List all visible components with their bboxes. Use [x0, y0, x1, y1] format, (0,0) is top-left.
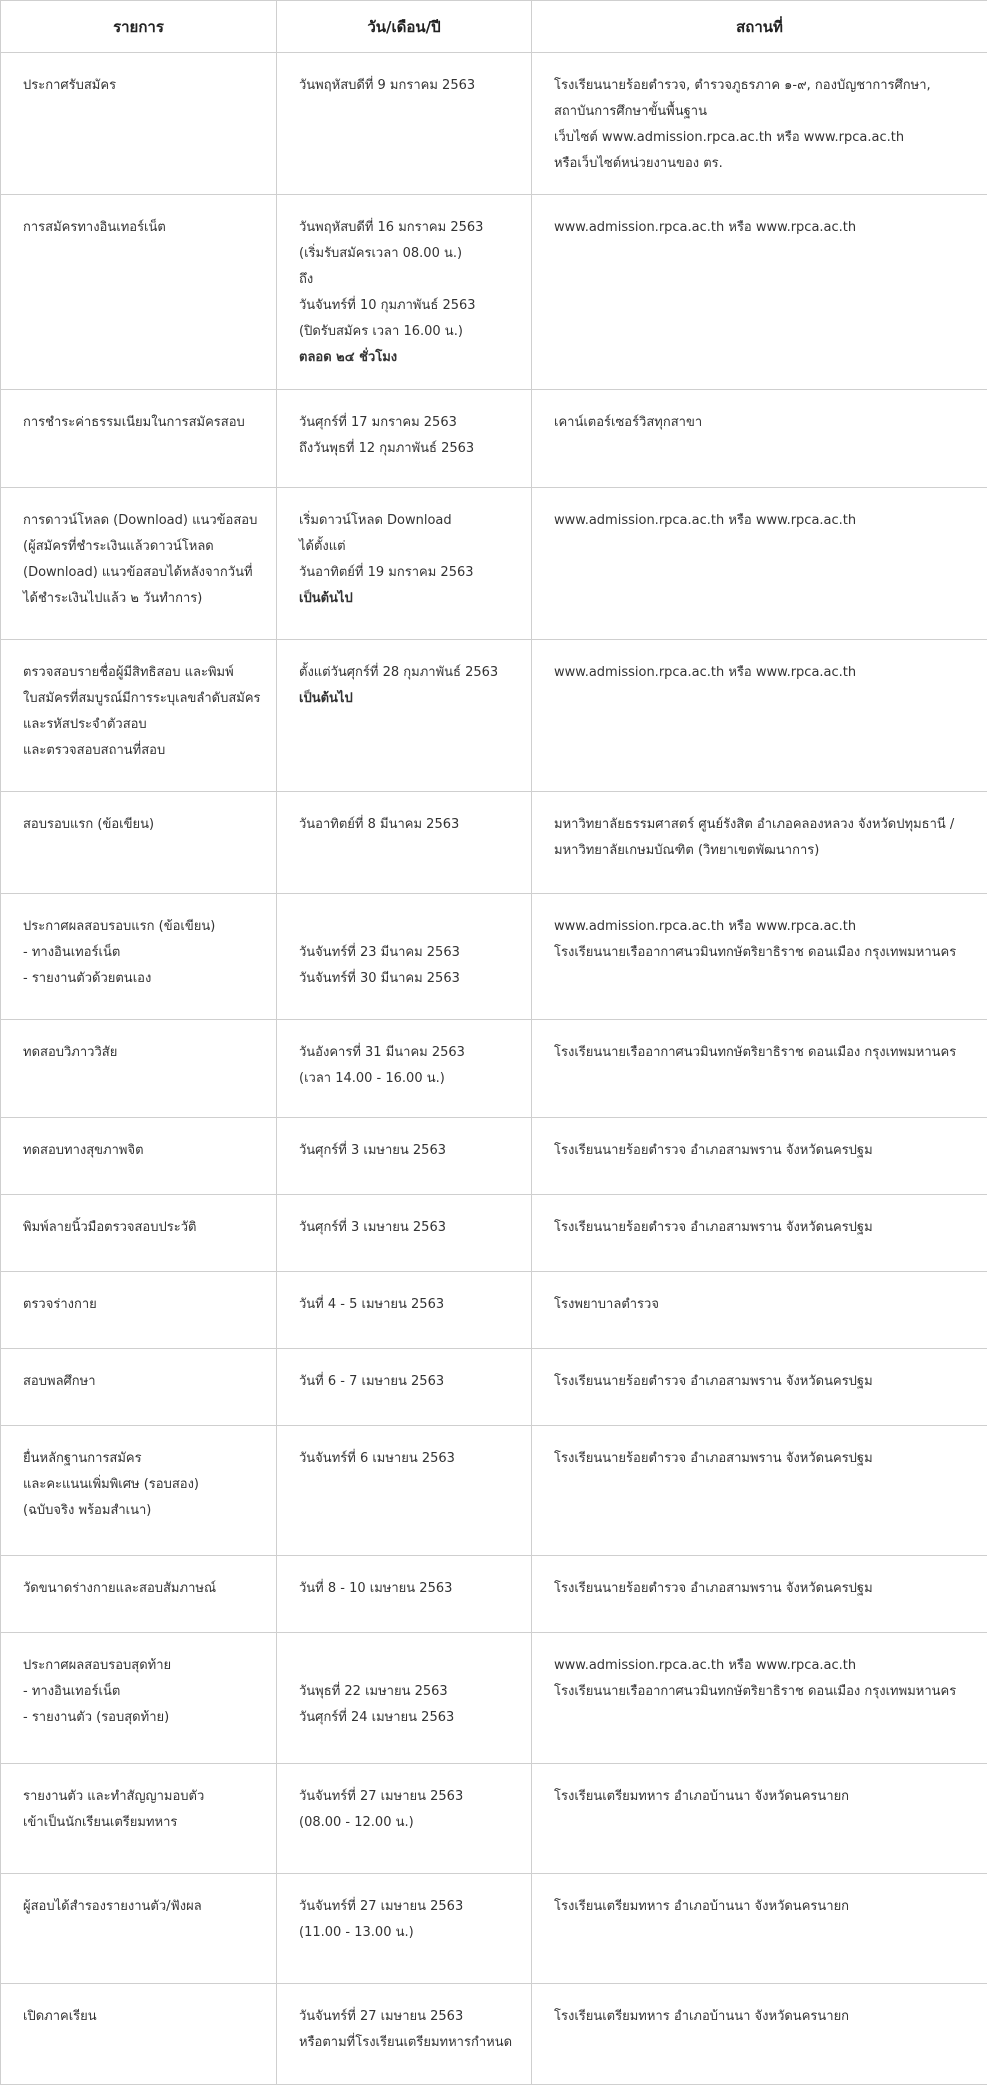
place-cell	[532, 1195, 987, 1272]
place-line: มหาวิทยาลัยธรรมศาสตร์ ศูนย์รังสิต อำเภอคลองหลวง จังหวัดปทุมธานี /	[554, 817, 955, 832]
date-line: วันที่ 8 - 10 เมษายน 2563	[299, 1581, 453, 1596]
date-line: วันอาทิตย์ที่ 8 มีนาคม 2563	[299, 817, 460, 832]
item-cell	[1, 1349, 277, 1426]
place-cell	[532, 1984, 987, 2085]
item-cell	[1, 1764, 277, 1874]
table-row	[1, 1764, 987, 1874]
place-line: โรงเรียนเตรียมทหาร อำเภอบ้านนา จังหวัดนครนายก	[554, 1899, 850, 1914]
date-cell	[277, 640, 532, 792]
date-line: ถึงวันพุธที่ 12 กุมภาพันธ์ 2563	[299, 441, 475, 456]
item-line: ทดสอบวิภาววิสัย	[23, 1045, 118, 1060]
header-date: วัน/เดือน/ปี	[277, 1, 532, 53]
date-cell	[277, 1556, 532, 1633]
date-cell	[277, 1020, 532, 1118]
date-line: วันจันทร์ที่ 10 กุมภาพันธ์ 2563	[299, 298, 476, 313]
place-line: www.admission.rpca.ac.th หรือ www.rpca.ac.th	[554, 665, 857, 680]
header-item: รายการ	[1, 1, 277, 53]
date-line: วันศุกร์ที่ 17 มกราคม 2563	[299, 415, 457, 430]
place-line: โรงเรียนนายร้อยตำรวจ อำเภอสามพราน จังหวัดนครปฐม	[554, 1220, 873, 1235]
place-line: เว็บไซต์ www.admission.rpca.ac.th หรือ www.rpca.ac.th	[554, 130, 905, 145]
date-cell	[277, 488, 532, 640]
table-row	[1, 1984, 987, 2085]
table-row	[1, 1195, 987, 1272]
item-line: สอบรอบแรก (ข้อเขียน)	[23, 817, 155, 832]
date-cell	[277, 792, 532, 894]
place-line: www.admission.rpca.ac.th หรือ www.rpca.ac.th	[554, 1658, 857, 1673]
table-row	[1, 195, 987, 390]
table-row	[1, 1556, 987, 1633]
table-row	[1, 488, 987, 640]
place-line: สถาบันการศึกษาขั้นพื้นฐาน	[554, 104, 707, 119]
place-line: โรงเรียนนายร้อยตำรวจ อำเภอสามพราน จังหวัดนครปฐม	[554, 1581, 873, 1596]
item-line: ยื่นหลักฐานการสมัคร	[23, 1451, 142, 1466]
item-line: ประกาศผลสอบรอบแรก (ข้อเขียน)	[23, 919, 216, 934]
item-line: ตรวจสอบรายชื่อผู้มีสิทธิสอบ และพิมพ์	[23, 665, 234, 680]
date-line: วันศุกร์ที่ 3 เมษายน 2563	[299, 1220, 446, 1235]
table-row	[1, 1272, 987, 1349]
date-line: เริ่มดาวน์โหลด Download	[299, 513, 452, 528]
date-cell	[277, 1633, 532, 1764]
item-cell	[1, 53, 277, 195]
item-line: พิมพ์ลายนิ้วมือตรวจสอบประวัติ	[23, 1220, 197, 1235]
date-line: ตลอด ๒๔ ชั่วโมง	[299, 350, 398, 365]
date-line: วันที่ 6 - 7 เมษายน 2563	[299, 1374, 445, 1389]
date-line: เป็นต้นไป	[299, 691, 353, 706]
date-line: วันอาทิตย์ที่ 19 มกราคม 2563	[299, 565, 474, 580]
place-cell	[532, 1118, 987, 1195]
date-cell	[277, 1195, 532, 1272]
place-line: หรือเว็บไซต์หน่วยงานของ ตร.	[554, 156, 723, 171]
schedule-rows	[1, 53, 987, 2085]
date-line: วันจันทร์ที่ 27 เมษายน 2563	[299, 1789, 464, 1804]
date-line: วันจันทร์ที่ 30 มีนาคม 2563	[299, 971, 460, 986]
table-row	[1, 53, 987, 195]
item-line: - รายงานตัวด้วยตนเอง	[23, 971, 152, 986]
item-line: ทดสอบทางสุขภาพจิต	[23, 1143, 144, 1158]
place-cell	[532, 1020, 987, 1118]
item-line: เปิดภาคเรียน	[23, 2009, 97, 2024]
date-line: (เริ่มรับสมัครเวลา 08.00 น.)	[299, 246, 463, 261]
place-cell	[532, 640, 987, 792]
item-cell	[1, 1633, 277, 1764]
place-cell	[532, 1272, 987, 1349]
item-line: ผู้สอบได้สำรองรายงานตัว/ฟังผล	[23, 1899, 202, 1914]
item-line: และคะแนนเพิ่มพิเศษ (รอบสอง)	[23, 1477, 199, 1492]
item-cell	[1, 390, 277, 488]
date-cell	[277, 1426, 532, 1556]
place-cell	[532, 1556, 987, 1633]
date-line: (11.00 - 13.00 น.)	[299, 1925, 414, 1940]
place-line: โรงเรียนนายร้อยตำรวจ อำเภอสามพราน จังหวัดนครปฐม	[554, 1374, 873, 1389]
item-line: ใบสมัครที่สมบูรณ์มีการระบุเลขลำดับสมัคร	[23, 691, 261, 706]
item-line: - รายงานตัว (รอบสุดท้าย)	[23, 1710, 170, 1725]
date-cell	[277, 1118, 532, 1195]
table-row	[1, 792, 987, 894]
item-cell	[1, 1426, 277, 1556]
place-cell	[532, 53, 987, 195]
place-line: โรงเรียนนายร้อยตำรวจ อำเภอสามพราน จังหวัดนครปฐม	[554, 1143, 873, 1158]
item-line: (ฉบับจริง พร้อมสำเนา)	[23, 1503, 152, 1518]
date-line: (ปิดรับสมัคร เวลา 16.00 น.)	[299, 324, 463, 339]
place-line: โรงเรียนนายร้อยตำรวจ, ตำรวจภูธรภาค ๑-๙, กองบัญชาการศึกษา,	[554, 78, 931, 93]
item-line: - ทางอินเทอร์เน็ต	[23, 945, 121, 960]
date-line: ตั้งแต่วันศุกร์ที่ 28 กุมภาพันธ์ 2563	[299, 665, 499, 680]
date-cell	[277, 1874, 532, 1984]
place-line: โรงเรียนนายเรืออากาศนวมินทกษัตริยาธิราช ดอนเมือง กรุงเทพมหานคร	[554, 1684, 957, 1699]
item-line: การดาวน์โหลด (Download) แนวข้อสอบ	[23, 513, 258, 528]
item-line: และรหัสประจำตัวสอบ	[23, 717, 147, 732]
table-row	[1, 894, 987, 1020]
date-line: หรือตามที่โรงเรียนเตรียมทหารกำหนด	[299, 2035, 513, 2050]
item-cell	[1, 640, 277, 792]
date-line: ถึง	[299, 272, 314, 287]
item-cell	[1, 894, 277, 1020]
place-cell	[532, 1764, 987, 1874]
item-line: (Download) แนวข้อสอบได้หลังจากวันที่	[23, 565, 253, 580]
item-line: การชำระค่าธรรมเนียมในการสมัครสอบ	[23, 415, 245, 430]
date-line: วันศุกร์ที่ 3 เมษายน 2563	[299, 1143, 446, 1158]
table-row	[1, 1633, 987, 1764]
date-line: วันจันทร์ที่ 23 มีนาคม 2563	[299, 945, 460, 960]
place-line: โรงพยาบาลตำรวจ	[554, 1297, 659, 1312]
date-cell	[277, 1984, 532, 2085]
place-line: โรงเรียนเตรียมทหาร อำเภอบ้านนา จังหวัดนครนายก	[554, 2009, 850, 2024]
place-line: เคาน์เตอร์เซอร์วิสทุกสาขา	[554, 415, 703, 430]
place-line: www.admission.rpca.ac.th หรือ www.rpca.ac.th	[554, 513, 857, 528]
item-line: วัดขนาดร่างกายและสอบสัมภาษณ์	[23, 1581, 217, 1596]
date-line: เป็นต้นไป	[299, 591, 353, 606]
item-cell	[1, 195, 277, 390]
date-cell	[277, 1764, 532, 1874]
item-line: - ทางอินเทอร์เน็ต	[23, 1684, 121, 1699]
date-line: วันพุธที่ 22 เมษายน 2563	[299, 1684, 448, 1699]
place-line: โรงเรียนนายร้อยตำรวจ อำเภอสามพราน จังหวัดนครปฐม	[554, 1451, 873, 1466]
date-line: วันศุกร์ที่ 24 เมษายน 2563	[299, 1710, 455, 1725]
date-line: (08.00 - 12.00 น.)	[299, 1815, 414, 1830]
date-line: วันจันทร์ที่ 27 เมษายน 2563	[299, 1899, 464, 1914]
item-cell	[1, 1020, 277, 1118]
date-line: วันจันทร์ที่ 27 เมษายน 2563	[299, 2009, 464, 2024]
date-line: วันที่ 4 - 5 เมษายน 2563	[299, 1297, 445, 1312]
item-line: ประกาศรับสมัคร	[23, 78, 117, 93]
item-cell	[1, 1984, 277, 2085]
item-line: และตรวจสอบสถานที่สอบ	[23, 743, 166, 758]
date-line: วันพฤหัสบดีที่ 16 มกราคม 2563	[299, 220, 484, 235]
item-line: ตรวจร่างกาย	[23, 1297, 97, 1312]
date-line	[299, 914, 511, 940]
item-cell	[1, 1874, 277, 1984]
date-cell	[277, 1349, 532, 1426]
date-line: วันพฤหัสบดีที่ 9 มกราคม 2563	[299, 78, 476, 93]
place-cell	[532, 792, 987, 894]
place-cell	[532, 390, 987, 488]
table-row	[1, 1426, 987, 1556]
date-line: วันจันทร์ที่ 6 เมษายน 2563	[299, 1451, 455, 1466]
date-cell	[277, 1272, 532, 1349]
table-row	[1, 1874, 987, 1984]
place-cell	[532, 488, 987, 640]
item-cell	[1, 1195, 277, 1272]
item-line: ประกาศผลสอบรอบสุดท้าย	[23, 1658, 172, 1673]
place-line: โรงเรียนเตรียมทหาร อำเภอบ้านนา จังหวัดนครนายก	[554, 1789, 850, 1804]
date-line: ได้ตั้งแต่	[299, 539, 346, 554]
date-cell	[277, 195, 532, 390]
place-cell	[532, 1633, 987, 1764]
table-row	[1, 1349, 987, 1426]
item-line: การสมัครทางอินเทอร์เน็ต	[23, 220, 166, 235]
date-cell	[277, 894, 532, 1020]
item-cell	[1, 1118, 277, 1195]
item-cell	[1, 1272, 277, 1349]
item-cell	[1, 1556, 277, 1633]
place-cell	[532, 195, 987, 390]
place-line: มหาวิทยาลัยเกษมบัณฑิต (วิทยาเขตพัฒนาการ)	[554, 843, 820, 858]
date-cell	[277, 390, 532, 488]
date-line	[299, 1653, 511, 1679]
date-line: (เวลา 14.00 - 16.00 น.)	[299, 1071, 445, 1086]
place-cell	[532, 1426, 987, 1556]
item-cell	[1, 488, 277, 640]
place-line: www.admission.rpca.ac.th หรือ www.rpca.ac.th	[554, 919, 857, 934]
place-line: www.admission.rpca.ac.th หรือ www.rpca.ac.th	[554, 220, 857, 235]
place-cell	[532, 1349, 987, 1426]
table-row	[1, 640, 987, 792]
date-cell	[277, 53, 532, 195]
table-row	[1, 390, 987, 488]
place-cell	[532, 1874, 987, 1984]
table-row	[1, 1020, 987, 1118]
item-cell	[1, 792, 277, 894]
date-line: วันอังคารที่ 31 มีนาคม 2563	[299, 1045, 465, 1060]
item-line: รายงานตัว และทำสัญญามอบตัว	[23, 1789, 205, 1804]
header-place: สถานที่	[532, 1, 987, 53]
item-line: ได้ชำระเงินไปแล้ว ๒ วันทำการ)	[23, 591, 203, 606]
place-line: โรงเรียนนายเรืออากาศนวมินทกษัตริยาธิราช ดอนเมือง กรุงเทพมหานคร	[554, 1045, 957, 1060]
place-cell	[532, 894, 987, 1020]
table-row	[1, 1118, 987, 1195]
item-line: เข้าเป็นนักเรียนเตรียมทหาร	[23, 1815, 178, 1830]
item-line: สอบพลศึกษา	[23, 1374, 96, 1389]
place-line: โรงเรียนนายเรืออากาศนวมินทกษัตริยาธิราช ดอนเมือง กรุงเทพมหานคร	[554, 945, 957, 960]
item-line: (ผู้สมัครที่ชำระเงินแล้วดาวน์โหลด	[23, 539, 214, 554]
header-row	[1, 1, 987, 53]
